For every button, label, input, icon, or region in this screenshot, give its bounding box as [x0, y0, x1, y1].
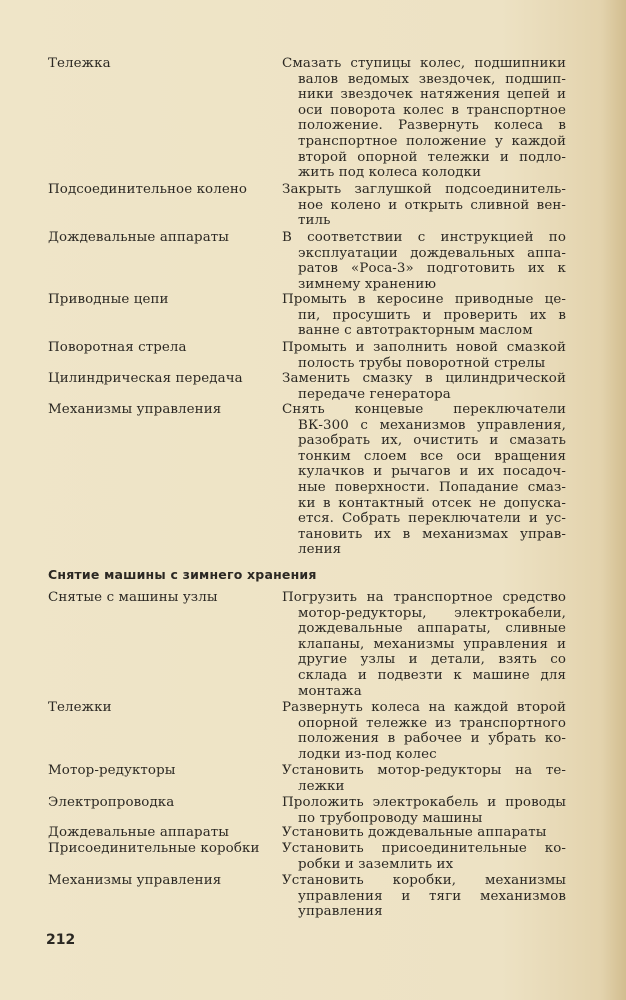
description-line: валов ведомых звездочек, подшип- — [298, 71, 566, 87]
description-line: эксплуатации дождевальных аппа- — [298, 245, 566, 261]
description-line: клапаны, механизмы управления и — [298, 636, 566, 652]
row-term: Подсоединительное колено — [48, 182, 248, 197]
description-line: пи, просушить и проверить их в — [298, 307, 566, 323]
description-line: ное колено и открыть сливной вен- — [298, 197, 566, 213]
description-line: транспортное положение у каждой — [298, 133, 566, 149]
description-line: Установить мотор-редукторы на те- — [282, 763, 566, 778]
row-description — [282, 371, 566, 402]
description-line: ратов «Роса-3» подготовить их к — [298, 261, 566, 277]
row-description — [282, 700, 566, 762]
description-line: тановить их в механизмах управ- — [298, 526, 566, 542]
description-line: лежки — [298, 778, 345, 794]
description-line: Проложить электрокабель и проводы — [282, 795, 566, 810]
section-title: Снятие машины с зимнего хранения — [48, 567, 317, 582]
row-description — [282, 230, 566, 292]
description-line: ВК-300 с механизмов управления, — [298, 417, 566, 433]
row-term: Механизмы управления — [48, 873, 222, 888]
row-description — [282, 873, 566, 920]
description-line: ки в контактный отсек не допуска- — [298, 495, 566, 511]
row-description — [282, 841, 566, 872]
description-line: склада и подвезти к машине для — [298, 667, 566, 683]
description-line: кулачков и рычагов и их посадоч- — [298, 464, 566, 480]
description-line: положение. Развернуть колеса в — [298, 118, 566, 134]
description-line: ется. Собрать переключатели и ус- — [298, 511, 566, 527]
row-description — [282, 590, 566, 699]
row-term: Мотор-редукторы — [48, 763, 176, 778]
row-description — [282, 763, 566, 794]
description-line: зимнему хранению — [298, 276, 437, 292]
row-term: Снятые с машины узлы — [48, 590, 218, 605]
description-line: полость трубы поворотной стрелы — [298, 355, 546, 371]
row-description — [282, 402, 566, 558]
description-line: положения в рабочее и убрать ко- — [298, 731, 566, 747]
row-description — [282, 340, 566, 371]
description-line: лодки из-под колес — [298, 746, 437, 762]
row-description — [282, 795, 566, 826]
row-term: Приводные цепи — [48, 292, 169, 307]
description-line: жить под колеса колодки — [298, 165, 482, 181]
row-term: Дождевальные аппараты — [48, 230, 230, 245]
description-line: ные поверхности. Попадание смаз- — [298, 479, 566, 495]
description-line: дождевальные аппараты, сливные — [298, 621, 566, 637]
description-line: ники звездочек натяжения цепей и — [298, 87, 566, 103]
description-line: Промыть в керосине приводные це- — [282, 292, 566, 307]
description-line: монтажа — [298, 683, 362, 699]
row-term: Электропроводка — [48, 795, 175, 810]
row-term: Тележка — [48, 56, 111, 71]
description-line: Заменить смазку в цилиндрической — [282, 371, 566, 386]
row-term: Механизмы управления — [48, 402, 222, 417]
description-line: Развернуть колеса на каждой второй — [282, 700, 566, 715]
description-line: Снять концевые переключатели — [282, 402, 566, 417]
row-description — [282, 825, 566, 841]
description-line: Установить коробки, механизмы — [282, 873, 566, 888]
description-line: управления — [298, 904, 383, 920]
description-line: опорной тележке из транспортного — [298, 715, 566, 731]
row-description — [282, 292, 566, 339]
row-description — [282, 182, 566, 229]
description-line: робки и заземлить их — [298, 856, 454, 872]
description-line: оси поворота колес в транспортное — [298, 102, 566, 118]
row-description — [282, 56, 566, 181]
description-line: управления и тяги механизмов — [298, 888, 566, 904]
description-line: ванне с автотракторным маслом — [298, 323, 533, 339]
description-line: второй опорной тележки и подло- — [298, 149, 566, 165]
description-line: В соответствии с инструкцией по — [282, 230, 566, 245]
description-line: тонким слоем все оси вращения — [298, 448, 566, 464]
row-term: Поворотная стрела — [48, 340, 187, 355]
description-line: Промыть и заполнить новой смазкой — [282, 340, 566, 355]
description-line: передаче генератора — [298, 386, 451, 402]
row-term: Присоединительные коробки — [48, 841, 260, 856]
description-line: Установить дождевальные аппараты — [282, 825, 547, 840]
description-line: другие узлы и детали, взять со — [298, 652, 566, 668]
page-number: 212 — [46, 932, 76, 948]
description-line: Установить присоединительные ко- — [282, 841, 566, 856]
description-line: Смазать ступицы колес, подшипники — [282, 56, 566, 71]
description-line: разобрать их, очистить и смазать — [298, 433, 566, 449]
description-line: ления — [298, 542, 342, 558]
description-line: мотор-редукторы, электрокабели, — [298, 605, 566, 621]
description-line: тиль — [298, 213, 331, 229]
row-term: Дождевальные аппараты — [48, 825, 230, 840]
row-term: Тележки — [48, 700, 112, 715]
row-term: Цилиндрическая передача — [48, 371, 243, 386]
description-line: по трубопроводу машины — [298, 810, 483, 826]
description-line: Погрузить на транспортное средство — [282, 590, 566, 605]
description-line: Закрыть заглушкой подсоединитель- — [282, 182, 566, 197]
